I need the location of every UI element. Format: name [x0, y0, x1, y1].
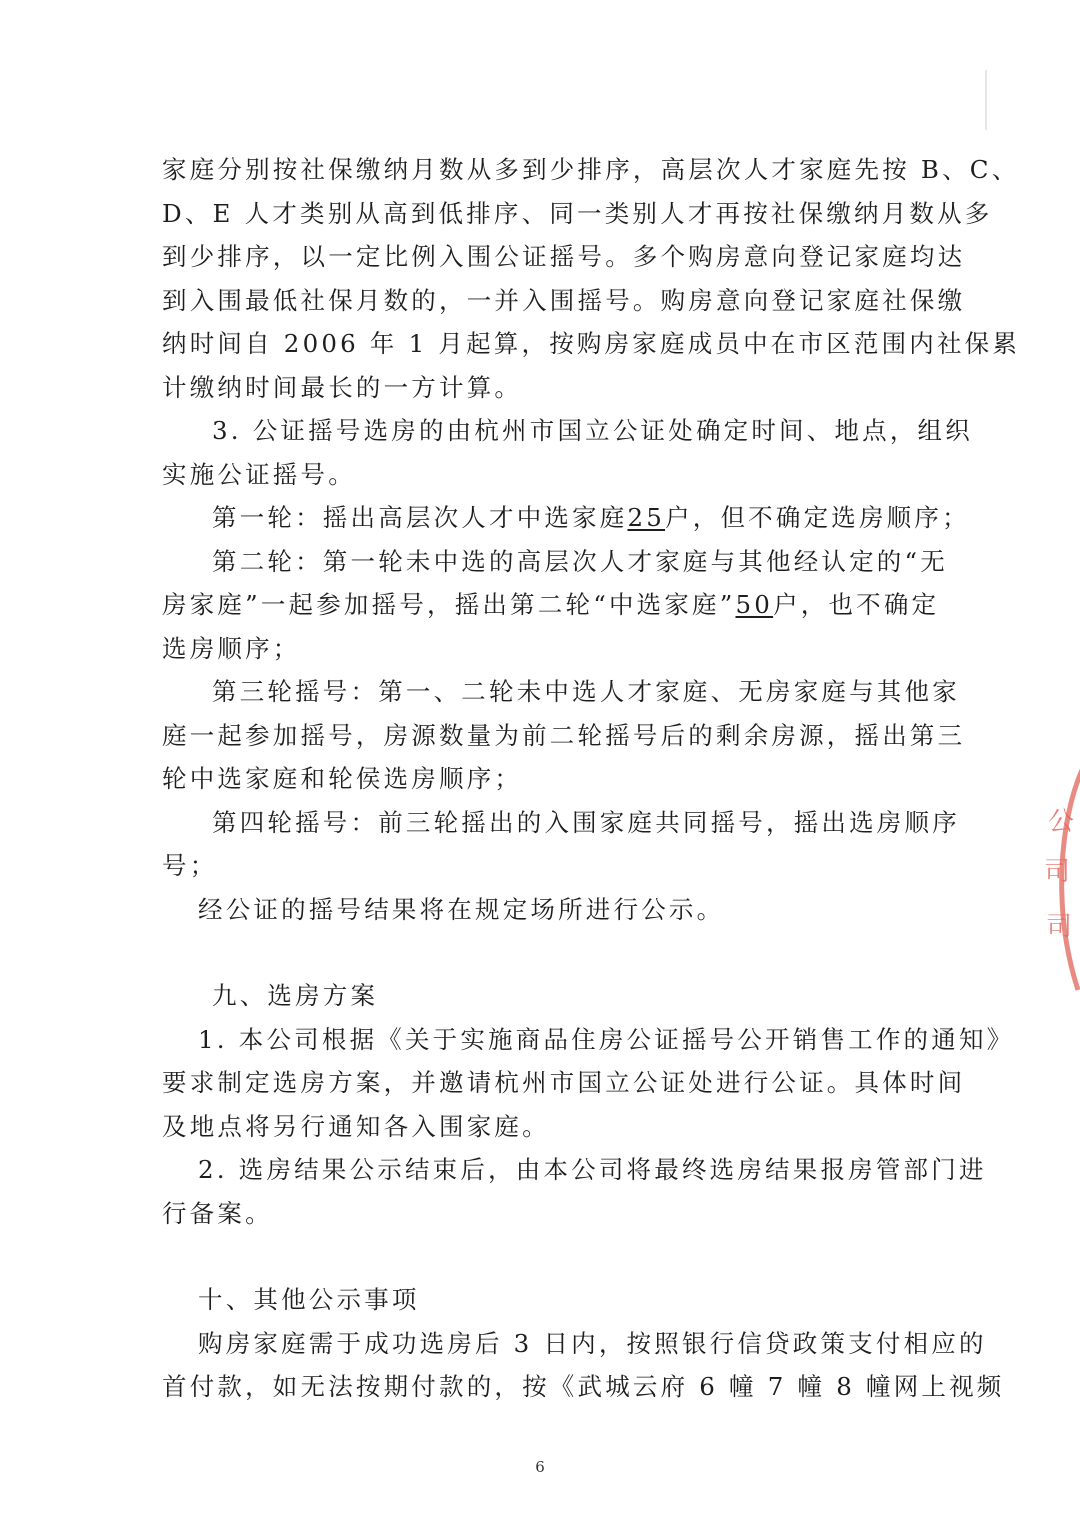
- round-3-line: 第三轮摇号：第一、二轮未中选人才家庭、无房家庭与其他家: [212, 677, 960, 706]
- round-1-line: [162, 496, 970, 540]
- section-9-heading: 九、选房方案: [212, 981, 379, 1010]
- round-2-line: 选房顺序；: [162, 633, 301, 663]
- section-9-item-2-line: 2. 选房结果公示结束后，由本公司将最终选房结果报房管部门进: [198, 1155, 987, 1184]
- body-line: 到少排序，以一定比例入围公证摇号。多个购房意向登记家庭均达: [162, 242, 966, 271]
- round-3-line: 轮中选家庭和轮侯选房顺序；: [162, 764, 523, 793]
- official-seal-fragment: [1030, 760, 1080, 1000]
- section-9-item-1-line: 要求制定选房方案，并邀请杭州市国立公证处进行公证。具体时间: [162, 1068, 966, 1097]
- page-number: 6: [535, 1458, 545, 1476]
- document-body: [162, 148, 1021, 1409]
- body-line: 纳时间自 2006 年 1 月起算，按购房家庭成员中在市区范围内社保累: [162, 329, 1021, 358]
- publicity-line: 经公证的摇号结果将在规定场所进行公示。: [198, 894, 725, 924]
- body-line: 计缴纳时间最长的一方计算。: [162, 372, 523, 402]
- round-2-line: 第二轮：第一轮未中选的高层次人才家庭与其他经认定的“无: [212, 546, 948, 576]
- item-3-line: 3. 公证摇号选房的由杭州市国立公证处确定时间、地点，组织: [212, 416, 973, 445]
- round-2-count: 50: [735, 590, 774, 619]
- svg-text:公: 公: [1048, 807, 1075, 837]
- section-9-item-2-line: 行备案。: [162, 1198, 273, 1228]
- item-3-line: 实施公证摇号。: [162, 459, 356, 489]
- round-1-text: 第一轮：摇出高层次人才中选家庭: [212, 503, 628, 532]
- body-line: D、E 人才类别从高到低排序、同一类别人才再按社保缴纳月数从多: [162, 198, 993, 228]
- scan-mark: [985, 70, 987, 130]
- round-2-line: [162, 583, 940, 627]
- section-9-item-1-line: 1. 本公司根据《关于实施商品住房公证摇号公开销售工作的通知》: [198, 1024, 1015, 1054]
- round-2-text: 房家庭”一起参加摇号，摇出第二轮“中选家庭”: [162, 590, 736, 619]
- body-line: 到入围最低社保月数的，一并入围摇号。购房意向登记家庭社保缴: [162, 285, 966, 315]
- svg-text:司: 司: [1046, 912, 1073, 942]
- svg-text:司: 司: [1044, 857, 1071, 887]
- body-line: 家庭分别按社保缴纳月数从多到少排序，高层次人才家庭先按 B、C、: [162, 155, 1020, 184]
- round-1-text-end: 户，但不确定选房顺序；: [665, 503, 970, 532]
- section-10-line: 首付款，如无法按期付款的，按《武城云府 6 幢 7 幢 8 幢网上视频: [162, 1372, 1005, 1401]
- section-10-heading: 十、其他公示事项: [198, 1285, 420, 1314]
- round-4-line: 号；: [162, 851, 218, 880]
- section-9-item-1-line: 及地点将另行通知各入围家庭。: [162, 1111, 550, 1141]
- section-10-line: 购房家庭需于成功选房后 3 日内，按照银行信贷政策支付相应的: [198, 1328, 987, 1358]
- round-2-text-end: 户，也不确定: [773, 590, 940, 619]
- round-4-line: 第四轮摇号：前三轮摇出的入围家庭共同摇号，摇出选房顺序: [212, 807, 960, 837]
- round-1-count: 25: [627, 503, 666, 532]
- round-3-line: 庭一起参加摇号，房源数量为前二轮摇号后的剩余房源，摇出第三: [162, 720, 966, 750]
